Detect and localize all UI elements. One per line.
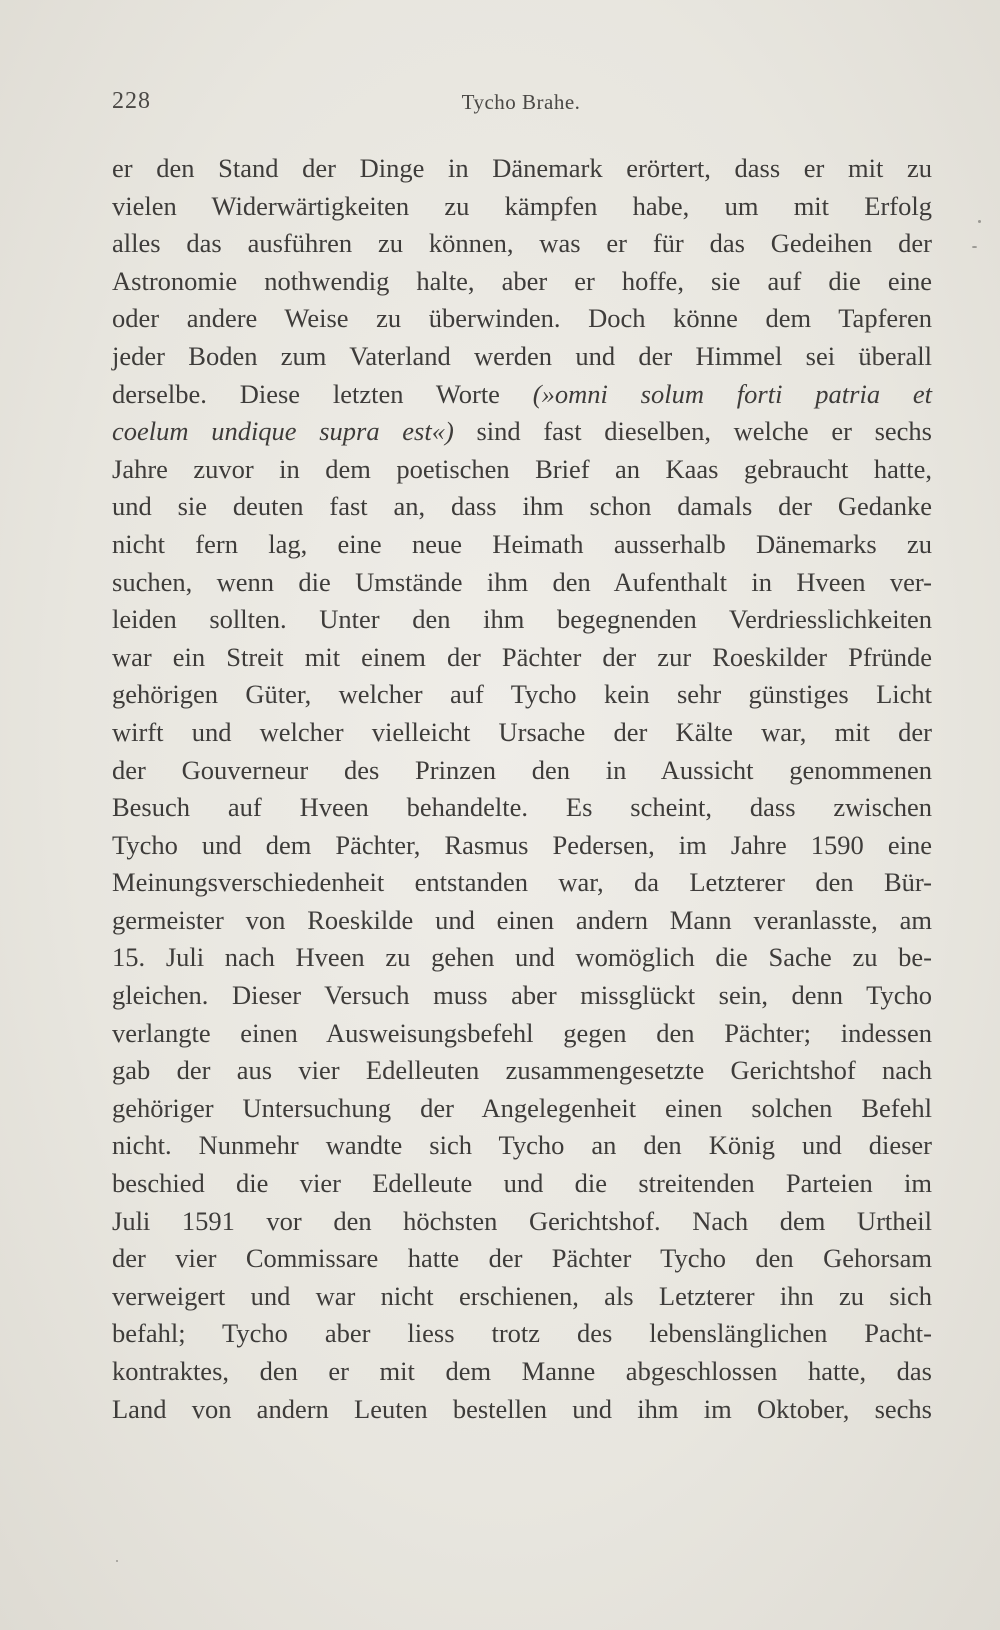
latin-quote: coelum undique supra est«) [112, 416, 454, 447]
running-head [112, 88, 930, 122]
text-line: Astronomie nothwendig halte, aber er hoffe, sie auf die eine [112, 265, 932, 296]
text-line: jeder Boden zum Vaterland werden und der Himmel sei überall [112, 340, 932, 371]
text-line: leiden sollten. Unter den ihm begegnenden Verdriesslichkeiten [112, 604, 932, 635]
text-line: gehöriger Untersuchung der Angelegenheit einen solchen Befehl [112, 1092, 932, 1123]
text-line: Meinungsverschiedenheit entstanden war, da Letzterer den Bür- [112, 867, 932, 898]
text-line: oder andere Weise zu überwinden. Doch könne dem Tapferen [112, 303, 932, 334]
text-line: vielen Widerwärtigkeiten zu kämpfen habe, um mit Erfolg [112, 190, 932, 221]
text-line: der Gouverneur des Prinzen den in Aussicht genommenen [112, 754, 932, 785]
text-segment: derselbe. Diese letzten Worte [112, 378, 500, 409]
text-line: verlangte einen Ausweisungsbefehl gegen den Pächter; indessen [112, 1017, 932, 1048]
paper-speck [116, 1560, 118, 1562]
text-line [112, 413, 932, 451]
text-line: Jahre zuvor in dem poetischen Brief an Kaas gebraucht hatte, [112, 453, 932, 484]
paper-speck [978, 220, 981, 223]
text-line: germeister von Roeskilde und einen andern Mann veranlasste, am [112, 904, 932, 935]
text-line: Juli 1591 vor den höchsten Gerichtshof. Nach dem Urtheil [112, 1205, 932, 1236]
body-text [112, 150, 932, 1428]
text-line: kontraktes, den er mit dem Manne abgeschlossen hatte, das [112, 1356, 932, 1386]
text-line [112, 376, 932, 414]
text-line: war ein Streit mit einem der Pächter der zur Roeskilder Pfründe [112, 641, 932, 672]
text-line: alles das ausführen zu können, was er für das Gedeihen der [112, 228, 932, 259]
text-line: beschied die vier Edelleute und die streitenden Parteien im [112, 1168, 932, 1199]
text-line: gab der aus vier Edelleuten zusammengesetzte Gerichtshof nach [112, 1055, 932, 1086]
text-line: und sie deuten fast an, dass ihm schon damals der Gedanke [112, 491, 932, 522]
paper-speck [972, 246, 977, 248]
latin-quote: (»omni solum forti patria et [532, 378, 933, 409]
text-line: nicht. Nunmehr wandte sich Tycho an den König und dieser [112, 1130, 932, 1161]
text-line: Tycho und dem Pächter, Rasmus Pedersen, im Jahre 1590 eine [112, 829, 932, 860]
text-line: Besuch auf Hveen behandelte. Es scheint, dass zwischen [112, 792, 932, 823]
text-line: gehörigen Güter, welcher auf Tycho kein sehr günstiges Licht [112, 679, 932, 710]
text-line: befahl; Tycho aber liess trotz des lebenslänglichen Pacht- [112, 1318, 932, 1349]
text-line: suchen, wenn die Umstände ihm den Aufenthalt in Hveen ver- [112, 566, 932, 597]
text-line: verweigert und war nicht erschienen, als Letzterer ihn zu sich [112, 1280, 932, 1311]
text-line: 15. Juli nach Hveen zu gehen und womöglich die Sache zu be- [112, 942, 932, 973]
text-line: nicht fern lag, eine neue Heimath ausserhalb Dänemarks zu [112, 528, 932, 559]
page-number: 228 [112, 88, 151, 114]
text-line: gleichen. Dieser Versuch muss aber missglückt sein, denn Tycho [112, 980, 932, 1011]
running-title: Tycho Brahe. [461, 90, 581, 114]
text-line: er den Stand der Dinge in Dänemark erörtert, dass er mit zu [112, 153, 932, 183]
text-line: wirft und welcher vielleicht Ursache der Kälte war, mit der [112, 716, 932, 747]
text-line: Land von andern Leuten bestellen und ihm im Oktober, sechs [112, 1393, 932, 1424]
text-segment: sind fast dieselben, welche er sechs [476, 416, 932, 447]
text-line: der vier Commissare hatte der Pächter Tycho den Gehorsam [112, 1243, 932, 1274]
